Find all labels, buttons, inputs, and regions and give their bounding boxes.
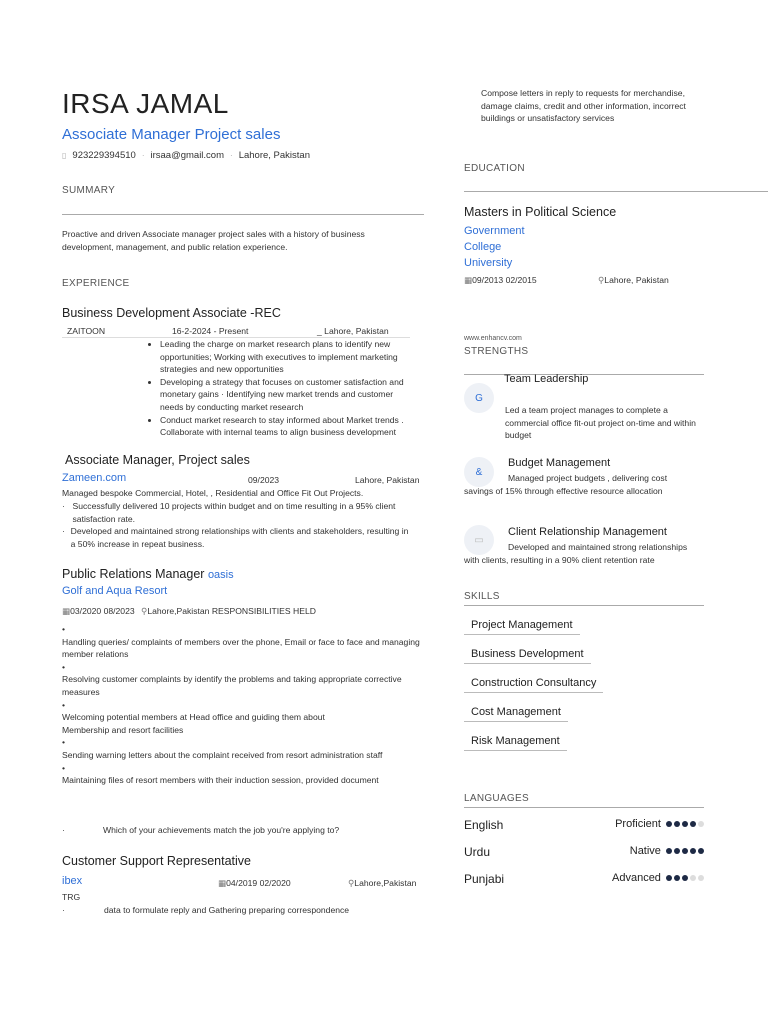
location-pin-icon: ⚲ <box>598 275 605 285</box>
education-dates: 09/2013 02/2015 <box>472 275 537 285</box>
skill-tag: Risk Management <box>464 733 567 751</box>
job1-company: ZAITOON <box>67 326 106 336</box>
skill-tag: Business Development <box>464 646 591 664</box>
job4-bullet-dot: · <box>62 905 65 915</box>
job2-bullet-row: · Developed and maintained strong relationships with clients and stakeholders, resulting in a 50% increase in repeat business. <box>62 525 412 550</box>
education-dates-row <box>464 274 537 287</box>
job3-item: Welcoming potential members at Head office and guiding them about Membership and resort facilities <box>62 712 325 735</box>
language-row <box>464 818 704 832</box>
phone: 923229394510 <box>72 150 136 161</box>
proficiency-dot <box>682 875 688 881</box>
language-level-group <box>630 845 704 859</box>
bullet-dot: • <box>62 737 66 748</box>
proficiency-dot <box>690 821 696 827</box>
job2-dates: 09/2023 <box>248 475 280 485</box>
job1-location: _ Lahore, Pakistan <box>317 326 389 336</box>
proficiency-dot <box>682 821 688 827</box>
language-dots <box>664 872 704 884</box>
summary-text: Proactive and driven Associate manager project sales with a history of business development, management, and public relation experience. <box>62 229 365 252</box>
job3-items <box>62 623 424 787</box>
education-school-line: University <box>464 257 513 269</box>
education-school-line: College <box>464 241 502 253</box>
job4-dates: 04/2019 02/2020 <box>226 878 291 888</box>
language-level: Native <box>629 845 661 857</box>
proficiency-dot <box>674 848 680 854</box>
email: irsaa@gmail.com <box>150 150 225 161</box>
proficiency-dot <box>674 875 680 881</box>
summary-heading: SUMMARY <box>62 185 116 196</box>
strengths-heading: STRENGTHS <box>464 346 529 357</box>
job3-title-row <box>62 567 234 581</box>
job2-bullet: Developed and maintained strong relationships with clients and stakeholders, resulting in a 50% increase in repeat business. <box>70 526 409 549</box>
job2-company: Zameen.com <box>62 472 127 484</box>
languages-heading: LANGUAGES <box>464 793 529 804</box>
job2-bullet-row: · Successfully delivered 10 projects within budget and on time resulting in a 95% client satisfaction rate. <box>62 500 412 525</box>
strength-text: Managed project budgets , delivering cost savings of 15% through effective resource allocation <box>464 473 668 496</box>
job4-dates-row <box>218 877 291 890</box>
job4-company: ibex <box>62 875 83 887</box>
strength-title: Budget Management <box>508 457 611 469</box>
phone-icon: ▯ <box>62 151 67 160</box>
education-degree: Masters in Political Science <box>464 205 617 219</box>
proficiency-dot <box>674 821 680 827</box>
proficiency-dot <box>666 875 672 881</box>
job4-location-row <box>348 877 416 890</box>
bullet-dot: • <box>62 762 66 773</box>
location-pin-icon: ⚲ <box>141 606 148 616</box>
job1-bullet: • Leading the charge on market research plans to identify new opportunities; Working with executives to implement marketing strategies and new opportunities <box>160 338 414 376</box>
candidate-title: Associate Manager Project sales <box>62 126 281 143</box>
skill-tag: Cost Management <box>464 704 568 722</box>
job4-sub: TRG <box>62 892 81 902</box>
skills-list <box>464 617 603 751</box>
proficiency-dot <box>682 848 688 854</box>
job1-dates: 16-2-2024 - Present <box>172 326 249 336</box>
bullet-dot: • <box>62 699 66 710</box>
calendar-icon: ▦ <box>62 606 71 616</box>
skill-tag: Construction Consultancy <box>464 675 603 693</box>
job3-title: Public Relations Manager <box>62 567 205 581</box>
location: Lahore, Pakistan <box>238 150 310 161</box>
experience-heading: EXPERIENCE <box>62 278 130 289</box>
language-dots <box>664 845 704 857</box>
education-school <box>464 223 525 271</box>
job3-location: Lahore,Pakistan RESPONSIBILITIES HELD <box>147 606 316 616</box>
job2-bullet: Successfully delivered 10 projects within budget and on time resulting in a 95% client satisfaction rate. <box>72 501 396 524</box>
client-icon: ▭ <box>464 525 494 555</box>
team-icon: G <box>464 383 494 413</box>
email-icon: · <box>141 151 145 160</box>
job2-title: Associate Manager, Project sales <box>65 453 250 467</box>
language-name: English <box>464 818 504 832</box>
job4-bullet: data to formulate reply and Gathering preparing correspondence <box>104 905 350 915</box>
right-top-text: Compose letters in reply to requests for merchandise, damage claims, credit and other information, incorrect buildings or unsatisfactory services <box>481 88 686 124</box>
language-level-group <box>615 818 704 832</box>
job3-item: Sending warning letters about the complaint received from resort administration staff <box>62 749 383 760</box>
job3-item: Resolving customer complaints by identify the problems and taking appropriate corrective measures <box>62 674 402 697</box>
skills-divider <box>464 605 704 606</box>
language-level: Proficient <box>615 818 661 830</box>
location-pin-icon: ⚲ <box>348 878 355 888</box>
language-name: Urdu <box>464 845 491 859</box>
proficiency-dot <box>690 848 696 854</box>
proficiency-dot <box>690 875 696 881</box>
calendar-icon: ▦ <box>218 878 227 888</box>
job1-title: Business Development Associate -REC <box>62 306 281 320</box>
job3-item: Maintaining files of resort members with their induction session, provided document <box>62 775 379 786</box>
job3-company-b: Golf and Aqua Resort <box>62 585 168 597</box>
strength-title: Team Leadership <box>504 373 589 385</box>
contact-row <box>62 150 310 161</box>
education-divider <box>464 191 768 192</box>
languages-list <box>464 818 704 886</box>
proficiency-dot <box>666 821 672 827</box>
proficiency-dot <box>698 848 704 854</box>
strength-title: Client Relationship Management <box>508 526 667 538</box>
language-level: Advanced <box>612 872 661 884</box>
skill-tag: Project Management <box>464 617 580 635</box>
job3-item: Handling queries/ complaints of members over the phone, Email or face to face and managing member relations <box>62 636 420 660</box>
education-school-line: Government <box>464 225 525 237</box>
education-location-row <box>598 274 669 287</box>
proficiency-dot <box>666 848 672 854</box>
job3-meta <box>62 605 316 618</box>
language-row <box>464 845 704 859</box>
languages-divider <box>464 807 704 808</box>
job1-bullets <box>142 338 414 439</box>
job2-bullets <box>62 500 412 550</box>
job3-question-bullet: · <box>62 825 65 835</box>
job1-bullet: • Conduct market research to stay informed about Market trends . Collaborate with internal teams to align business development <box>160 414 414 439</box>
budget-icon: & <box>464 457 494 487</box>
job4-title: Customer Support Representative <box>62 854 251 868</box>
language-name: Punjabi <box>464 872 505 886</box>
proficiency-dot <box>698 875 704 881</box>
calendar-icon: ▦ <box>464 275 473 285</box>
job2-intro: Managed bespoke Commercial, Hotel, , Residential and Office Fit Out Projects. <box>62 488 364 498</box>
job2-location: Lahore, Pakistan <box>355 475 420 485</box>
language-level-group <box>612 872 704 886</box>
proficiency-dot <box>698 821 704 827</box>
language-row <box>464 872 704 886</box>
candidate-name: IRSA JAMAL <box>62 88 229 119</box>
job1-bullet: • Developing a strategy that focuses on customer satisfaction and monetary gains · Identifying new market trends and customer needs by conducting market research <box>160 376 414 414</box>
job3-company-a: oasis <box>207 569 234 581</box>
summary-divider <box>62 214 424 215</box>
watermark: www.enhancv.com <box>464 335 522 342</box>
education-location: Lahore, Pakistan <box>604 275 669 285</box>
bullet-dot: • <box>62 624 66 634</box>
bullet-dot: • <box>62 661 66 672</box>
job3-dates: 03/2020 08/2023 <box>70 606 135 616</box>
skills-heading: SKILLS <box>464 591 500 602</box>
job3-question: Which of your achievements match the job you're applying to? <box>103 825 340 835</box>
education-heading: EDUCATION <box>464 163 525 174</box>
language-dots <box>664 818 704 830</box>
location-icon: · <box>230 151 233 160</box>
strength-text: Developed and maintained strong relationships with clients, resulting in a 90% client retention rate <box>464 542 688 565</box>
job4-location: Lahore,Pakistan <box>354 878 417 888</box>
strength-text: Led a team project manages to complete a commercial office fit-out project on-time and within budget <box>505 405 696 441</box>
